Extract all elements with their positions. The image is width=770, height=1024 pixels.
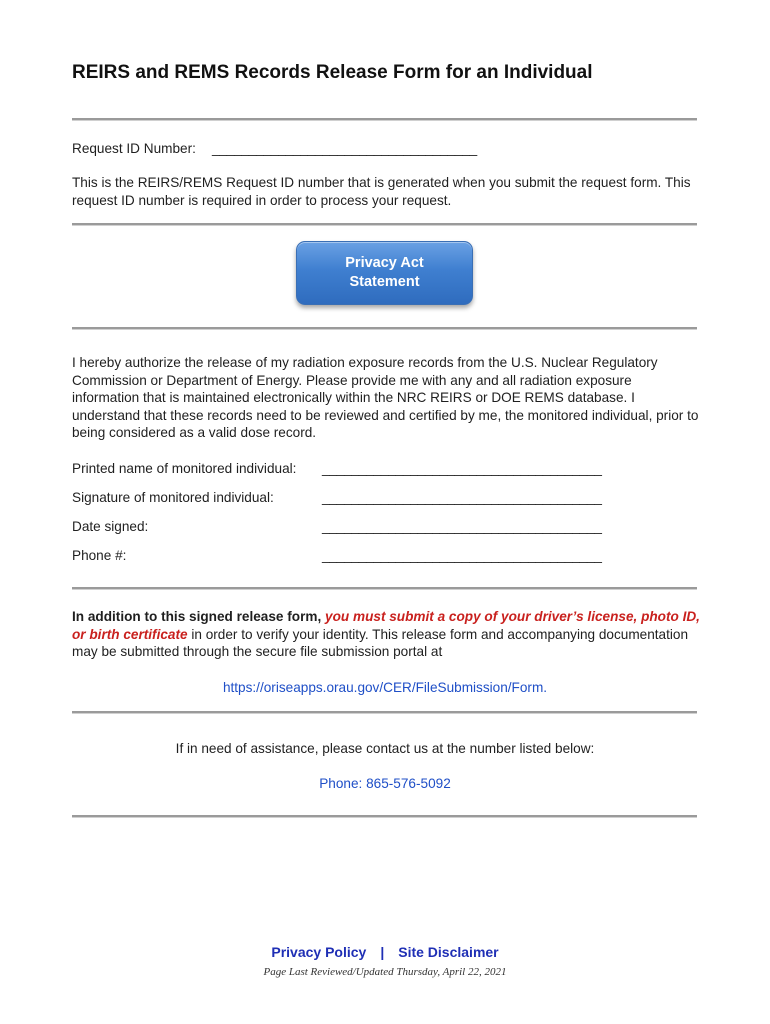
printed-name-field[interactable]: ______________________________________ bbox=[322, 461, 602, 476]
assistance-text: If in need of assistance, please contact us at the number listed below: bbox=[175, 741, 595, 756]
signature-field[interactable]: ______________________________________ bbox=[322, 490, 602, 505]
divider bbox=[72, 587, 697, 589]
notice-requirement: you must submit a copy of your driver’s license, photo ID, or birth certificate bbox=[72, 609, 700, 642]
notice-lead: In addition to this signed release form, bbox=[72, 609, 322, 624]
page-title: REIRS and REMS Records Release Form for an Individual bbox=[72, 62, 593, 83]
signature-label: Signature of monitored individual: bbox=[72, 490, 274, 505]
divider bbox=[72, 327, 697, 329]
phone-label: Phone #: bbox=[72, 548, 127, 563]
request-id-label: Request ID Number: bbox=[72, 141, 196, 156]
date-signed-label: Date signed: bbox=[72, 519, 149, 534]
contact-phone-link[interactable]: Phone: 865-576-5092 bbox=[319, 776, 451, 791]
last-reviewed-text: Page Last Reviewed/Updated Thursday, April 22, 2021 bbox=[263, 966, 507, 978]
privacy-policy-link[interactable]: Privacy Policy bbox=[271, 944, 367, 960]
request-id-description: This is the REIRS/REMS Request ID number that is generated when you submit the request form. This request ID number is required in order to process your request. bbox=[72, 175, 691, 208]
divider bbox=[72, 118, 697, 120]
divider bbox=[72, 223, 697, 225]
divider bbox=[72, 815, 697, 817]
submission-link-row bbox=[0, 679, 770, 697]
printed-name-label: Printed name of monitored individual: bbox=[72, 461, 297, 476]
request-id-field[interactable]: ____________________________________ bbox=[212, 141, 477, 156]
footer-separator: | bbox=[380, 944, 385, 960]
file-submission-link[interactable]: https://oriseapps.orau.gov/CER/FileSubmission/Form. bbox=[222, 680, 548, 695]
phone-row bbox=[0, 775, 770, 793]
identity-notice bbox=[72, 608, 702, 661]
phone-field[interactable]: ______________________________________ bbox=[322, 548, 602, 563]
privacy-act-statement-button[interactable] bbox=[296, 241, 473, 305]
divider bbox=[72, 711, 697, 713]
privacy-act-statement-label: Privacy Act Statement bbox=[345, 255, 424, 290]
date-signed-field[interactable]: ______________________________________ bbox=[322, 519, 602, 534]
authorization-statement: I hereby authorize the release of my radiation exposure records from the U.S. Nuclear Regulatory Commission or Department of Energy. Please provide me with any and all radiation exposure information that is maintained electronically within the NRC REIRS or DOE REMS database. I understand that these records need to be reviewed and certified by me, the monitored individual, prior to being considered as a valid dose record. bbox=[72, 355, 699, 440]
footer-links bbox=[0, 944, 770, 960]
site-disclaimer-link[interactable]: Site Disclaimer bbox=[398, 944, 499, 960]
notice-body: in order to verify your identity. This release form and accompanying documentation may be submitted through the secure file submission portal at bbox=[72, 626, 689, 659]
